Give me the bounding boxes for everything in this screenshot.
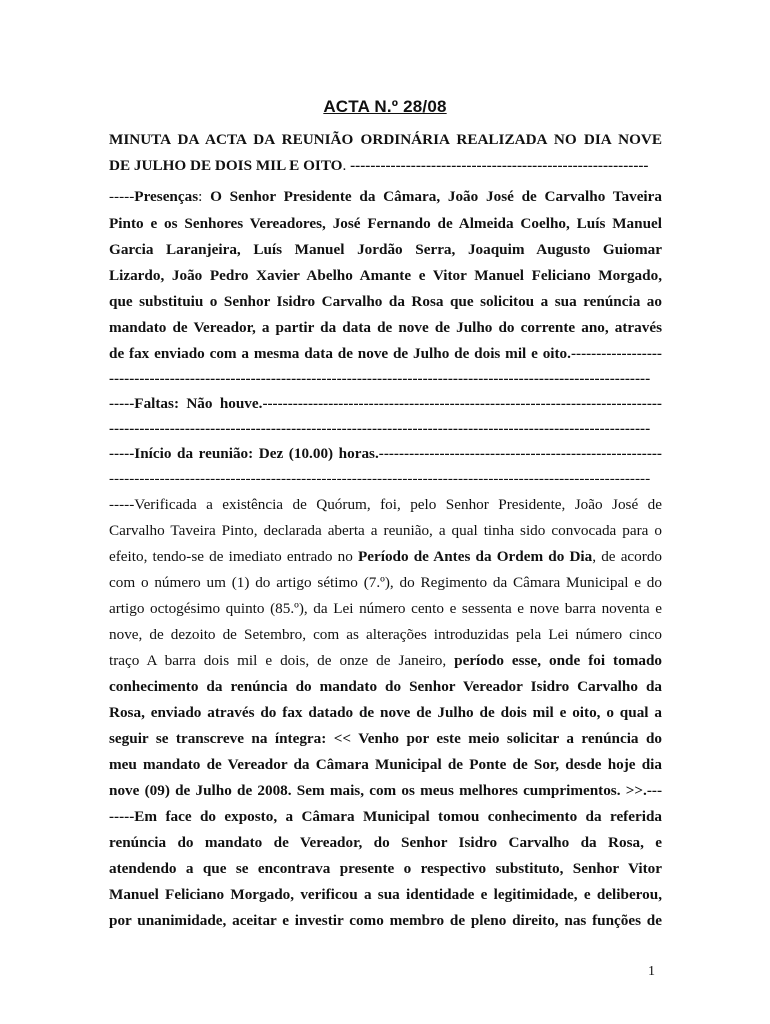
bold-text: Período de Antes da Ordem do Dia xyxy=(357,548,593,565)
document-title: ACTA N.º 28/08 xyxy=(323,97,447,116)
body-line xyxy=(109,292,662,311)
body-line xyxy=(109,318,662,337)
body-line xyxy=(109,677,662,696)
body-line xyxy=(109,344,662,363)
body-line xyxy=(109,214,662,233)
bold-text: por unanimidade, aceitar e investir como membro de pleno direito, nas funções de xyxy=(109,912,662,929)
bold-text: -----Início da reunião: Dez (10.00) horas.-------------------------------------------------------- xyxy=(109,445,662,462)
bold-text: Rosa, enviado através do fax datado de nove de Julho de dois mil e oito, o qual a xyxy=(109,704,662,721)
bold-text: -----Em face do exposto, a Câmara Municipal tomou conhecimento da referida xyxy=(109,808,662,825)
body-line xyxy=(109,495,662,514)
text: Carvalho Taveira Pinto, declarada aberta a reunião, a qual tinha sido convocada para o xyxy=(109,522,662,539)
bold-text: seguir se transcreve na íntegra: << Venho por este meio solicitar a renúncia do xyxy=(109,730,662,747)
body-line xyxy=(109,729,662,748)
bold-text: mandato de Vereador, a partir da data de nove de Julho do corrente ano, através xyxy=(109,319,662,336)
body-line xyxy=(109,599,662,618)
body-line xyxy=(109,573,662,592)
bold-text: nove (09) de Julho de 2008. Sem mais, com os meus melhores cumprimentos. >>.--- xyxy=(109,782,662,799)
body-line xyxy=(109,521,662,540)
body-line xyxy=(109,833,662,852)
text: artigo octogésimo quinto (85.º), da Lei número cento e sessenta e nove barra noventa e xyxy=(109,600,662,617)
text: efeito, tendo-se de imediato entrado no xyxy=(109,548,358,565)
bold-text: ----------------------------------------------------------------------------------------------------------- xyxy=(109,370,651,387)
bold-text: Pinto e os Senhores Vereadores, José Fernando de Almeida Coelho, Luís Manuel xyxy=(109,215,662,232)
body-line xyxy=(109,187,662,206)
text: , de acordo xyxy=(592,548,662,565)
text: ----------------------------------------------------------------------------------------------------------- xyxy=(109,470,651,487)
body-line xyxy=(109,547,662,566)
body-line xyxy=(109,807,662,826)
bold-text: conhecimento da renúncia do mandato do Senhor Vereador Isidro Carvalho da xyxy=(109,678,662,695)
bold-text: renúncia do mandato de Vereador, do Senhor Isidro Carvalho da Rosa, e xyxy=(109,834,662,851)
bold-text: ----------------------------------------------------------- xyxy=(350,157,649,174)
body-line xyxy=(109,469,662,488)
text: nove, de dezoito de Setembro, com as alterações introduzidas pela Lei número cinco xyxy=(109,626,662,643)
bold-text: MINUTA DA ACTA DA REUNIÃO ORDINÁRIA REALIZADA NO DIA NOVE xyxy=(109,131,662,148)
body-line xyxy=(109,911,662,930)
bold-text: -----Faltas: Não houve.------------------------------------------------------------------------------- xyxy=(109,395,662,412)
bold-text: de fax enviado com a mesma data de nove de Julho de dois mil e oito.------------------ xyxy=(109,345,662,362)
body-line xyxy=(109,130,662,149)
body-line xyxy=(109,444,662,463)
page-number: 1 xyxy=(648,964,655,979)
bold-text: que substituiu o Senhor Isidro Carvalho da Rosa que solicitou a sua renúncia ao xyxy=(109,293,662,310)
bold-text: O Senhor Presidente da Câmara, João José de Carvalho Taveira xyxy=(210,188,662,205)
bold-text: meu mandato de Vereador da Câmara Municipal de Ponte de Sor, desde hoje dia xyxy=(109,756,662,773)
text: : xyxy=(198,188,211,205)
text: traço A barra dois mil e dois, de onze de Janeiro, xyxy=(109,652,455,669)
body-line xyxy=(109,651,662,670)
bold-text: DE JULHO DE DOIS MIL E OITO xyxy=(109,157,343,174)
body-line xyxy=(109,156,662,175)
body-line xyxy=(109,859,662,878)
bold-text: Presenças xyxy=(134,188,199,205)
body-line xyxy=(109,240,662,259)
bold-text: ----------------------------------------------------------------------------------------------------------- xyxy=(109,420,651,437)
text: com o número um (1) do artigo sétimo (7.º), do Regimento da Câmara Municipal e do xyxy=(109,574,662,591)
body-line xyxy=(109,625,662,644)
text: ----- xyxy=(109,188,135,205)
body-line xyxy=(109,394,662,413)
bold-text: Manuel Feliciano Morgado, verificou a sua identidade e legitimidade, e deliberou, xyxy=(109,886,662,903)
body-line xyxy=(109,369,662,388)
body-line xyxy=(109,703,662,722)
bold-text: Lizardo, João Pedro Xavier Abelho Amante e Vitor Manuel Feliciano Morgado, xyxy=(109,267,662,284)
text: -----Verificada a existência de Quórum, foi, pelo Senhor Presidente, João José de xyxy=(109,496,662,513)
body-line xyxy=(109,419,662,438)
text: . xyxy=(342,157,351,174)
bold-text: Garcia Laranjeira, Luís Manuel Jordão Serra, Joaquim Augusto Guiomar xyxy=(109,241,662,258)
bold-text: período esse, onde foi tomado xyxy=(454,652,662,669)
body-line xyxy=(109,781,662,800)
body-line xyxy=(109,266,662,285)
body-line xyxy=(109,885,662,904)
body-line xyxy=(109,755,662,774)
bold-text: atendendo a que se encontrava presente o respectivo substituto, Senhor Vitor xyxy=(109,860,662,877)
